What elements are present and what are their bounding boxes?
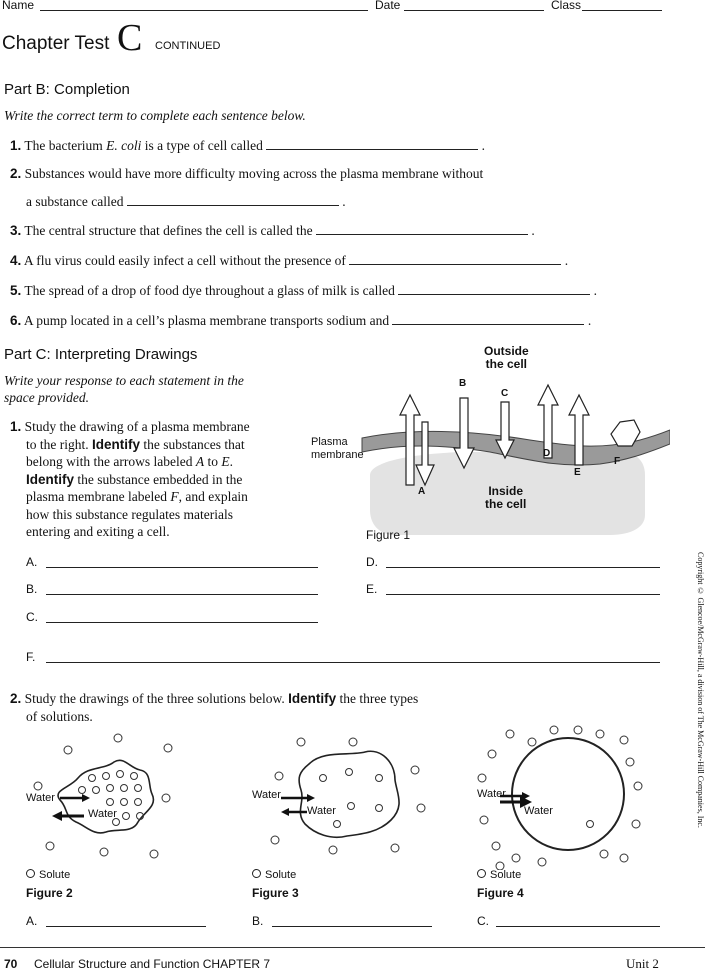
question-2-text: 2. Study the drawings of the three solutions below. Identify the three types of solutions.: [10, 691, 419, 724]
fig4-answer-field[interactable]: [496, 926, 660, 927]
solute-particle: [376, 775, 383, 782]
solute-particle: [135, 799, 142, 806]
solute-particle: [103, 773, 110, 780]
fig2-water-out-label: Water: [26, 792, 55, 804]
chapter-title: Chapter Test: [2, 33, 110, 54]
chapter-letter: C: [117, 17, 143, 59]
solute-particle: [329, 846, 337, 854]
solute-particle: [93, 787, 100, 794]
solute-particle: [574, 726, 582, 734]
fig3-water-in-label: Water: [307, 805, 336, 817]
solute-particle: [114, 734, 122, 742]
footer-unit: Unit 2: [626, 956, 659, 971]
label-d: D: [543, 448, 551, 459]
figure-3-caption: Figure 3: [252, 886, 299, 900]
solute-particle: [135, 785, 142, 792]
fig3-answer-label: B.: [252, 914, 264, 928]
fig4-solute-legend: Solute: [477, 869, 521, 881]
date-field[interactable]: [404, 10, 544, 11]
solute-particle: [349, 738, 357, 746]
label-e: E: [574, 467, 581, 478]
part-b-heading: Part B: Completion: [4, 81, 130, 98]
fig2-answer-field[interactable]: [46, 926, 206, 927]
answer-blank-6[interactable]: [392, 312, 584, 325]
answer-b-field[interactable]: [46, 594, 318, 595]
answer-d-field[interactable]: [386, 567, 660, 568]
solute-particle: [271, 836, 279, 844]
label-a: A: [418, 486, 426, 497]
solute-particle: [620, 736, 628, 744]
solute-particle: [600, 850, 608, 858]
answer-f-label: F.: [26, 650, 36, 664]
solute-particle: [79, 787, 86, 794]
solute-particle: [34, 782, 42, 790]
label-b: B: [459, 378, 467, 389]
solute-particle: [587, 821, 594, 828]
solute-particle: [100, 848, 108, 856]
solute-particle: [632, 820, 640, 828]
solute-particle: [488, 750, 496, 758]
completion-item-2: 2. Substances would have more difficulty moving across the plasma membrane without: [10, 166, 484, 181]
fig2-water-in-label: Water: [88, 808, 117, 820]
name-label: Name: [2, 0, 35, 12]
answer-c-field[interactable]: [46, 622, 318, 623]
part-c-instructions-1: Write your response to each statement in the: [4, 373, 244, 388]
fig4-answer-label: C.: [477, 914, 489, 928]
solute-particle: [596, 730, 604, 738]
date-label: Date: [375, 0, 401, 12]
footer-chapter: Cellular Structure and Function CHAPTER 7: [34, 957, 271, 971]
fig4-water-in-label: Water: [524, 805, 553, 817]
solute-particle: [275, 772, 283, 780]
answer-b-label: B.: [26, 582, 38, 596]
page-number: 70: [4, 957, 18, 971]
cell-boundary: [299, 751, 399, 837]
solute-particle: [417, 804, 425, 812]
copyright-notice: Copyright © Glencoe/McGraw-Hill, a division of The McGraw-Hill Companies, Inc.: [696, 552, 705, 828]
plasma-membrane-label: Plasma membrane: [311, 436, 364, 461]
solute-particle: [512, 854, 520, 862]
solute-particle: [123, 813, 130, 820]
solute-particle: [538, 858, 546, 866]
completion-item-5: 5. The spread of a drop of food dye throughout a glass of milk is called .: [10, 283, 597, 298]
solute-particle: [89, 775, 96, 782]
outside-cell-label: Outside the cell: [484, 344, 529, 371]
fig3-answer-field[interactable]: [272, 926, 432, 927]
solute-particle: [376, 805, 383, 812]
solute-particle: [107, 799, 114, 806]
solute-particle: [150, 850, 158, 858]
solute-particle: [626, 758, 634, 766]
answer-e-label: E.: [366, 582, 378, 596]
continued-label: CONTINUED: [155, 40, 221, 52]
footer-divider: [0, 947, 705, 948]
fig2-solute-legend: Solute: [26, 869, 70, 881]
solute-particle: [107, 785, 114, 792]
completion-item-4: 4. A flu virus could easily infect a cell without the presence of .: [10, 253, 569, 268]
fig3-solute-legend: Solute: [252, 869, 296, 881]
solute-legend-icon: [252, 869, 261, 878]
class-label: Class: [551, 0, 582, 12]
answer-blank-3[interactable]: [316, 222, 528, 235]
answer-e-field[interactable]: [386, 594, 660, 595]
answer-blank-5[interactable]: [398, 282, 590, 295]
fig2-answer-label: A.: [26, 914, 38, 928]
solute-particle: [391, 844, 399, 852]
completion-item-6: 6. A pump located in a cell’s plasma membrane transports sodium and .: [10, 313, 592, 328]
answer-f-field[interactable]: [46, 662, 660, 663]
label-c: C: [501, 388, 509, 399]
solute-particle: [528, 738, 536, 746]
solute-particle: [64, 746, 72, 754]
solute-particle: [506, 730, 514, 738]
figure-4-caption: Figure 4: [477, 886, 524, 900]
answer-blank-4[interactable]: [349, 252, 561, 265]
fig4-water-out-label: Water: [477, 788, 506, 800]
name-field[interactable]: [40, 10, 368, 11]
cell-boundary: [512, 738, 624, 850]
answer-blank-2[interactable]: [127, 193, 339, 206]
solute-particle: [348, 803, 355, 810]
solute-legend-icon: [477, 869, 486, 878]
part-c-instructions-2: space provided.: [4, 390, 89, 405]
answer-c-label: C.: [26, 610, 38, 624]
solute-particle: [480, 816, 488, 824]
cell-boundary: [58, 760, 153, 833]
solute-particle: [346, 769, 353, 776]
class-field[interactable]: [582, 10, 662, 11]
part-c-heading: Part C: Interpreting Drawings: [4, 346, 198, 363]
solute-particle: [478, 774, 486, 782]
solute-particle: [297, 738, 305, 746]
question-1-text: 1. Study the drawing of a plasma membrane to the right. Identify the substances that belong with the arrows labeled A to E. Identify the substance embedded in the plasma membrane labeled F, and explain how this substance regulates materials entering and exiting a cell.: [10, 419, 250, 539]
solute-particle: [121, 799, 128, 806]
solute-particle: [634, 782, 642, 790]
solute-particle: [550, 726, 558, 734]
inside-cell-label: Inside the cell: [485, 484, 527, 511]
solute-particle: [492, 842, 500, 850]
fig3-water-out-label: Water: [252, 789, 281, 801]
figure-1-caption: Figure 1: [366, 528, 411, 542]
completion-item-2-cont: a substance called .: [26, 194, 346, 209]
solute-particle: [46, 842, 54, 850]
label-f: F: [614, 456, 621, 467]
solute-particle: [162, 794, 170, 802]
answer-a-label: A.: [26, 555, 38, 569]
completion-item-1: 1. The bacterium E. coli is a type of cell called .: [10, 138, 485, 153]
solute-particle: [117, 771, 124, 778]
solute-particle: [411, 766, 419, 774]
solute-particle: [620, 854, 628, 862]
answer-d-label: D.: [366, 555, 378, 569]
figure-2-caption: Figure 2: [26, 886, 73, 900]
completion-item-3: 3. The central structure that defines the cell is called the .: [10, 223, 535, 238]
solute-particle: [164, 744, 172, 752]
solute-particle: [320, 775, 327, 782]
solute-particle: [121, 785, 128, 792]
solute-particle: [334, 821, 341, 828]
part-b-instructions: Write the correct term to complete each sentence below.: [4, 108, 306, 123]
solute-particle: [131, 773, 138, 780]
solute-legend-icon: [26, 869, 35, 878]
answer-blank-1[interactable]: [266, 137, 478, 150]
answer-a-field[interactable]: [46, 567, 318, 568]
